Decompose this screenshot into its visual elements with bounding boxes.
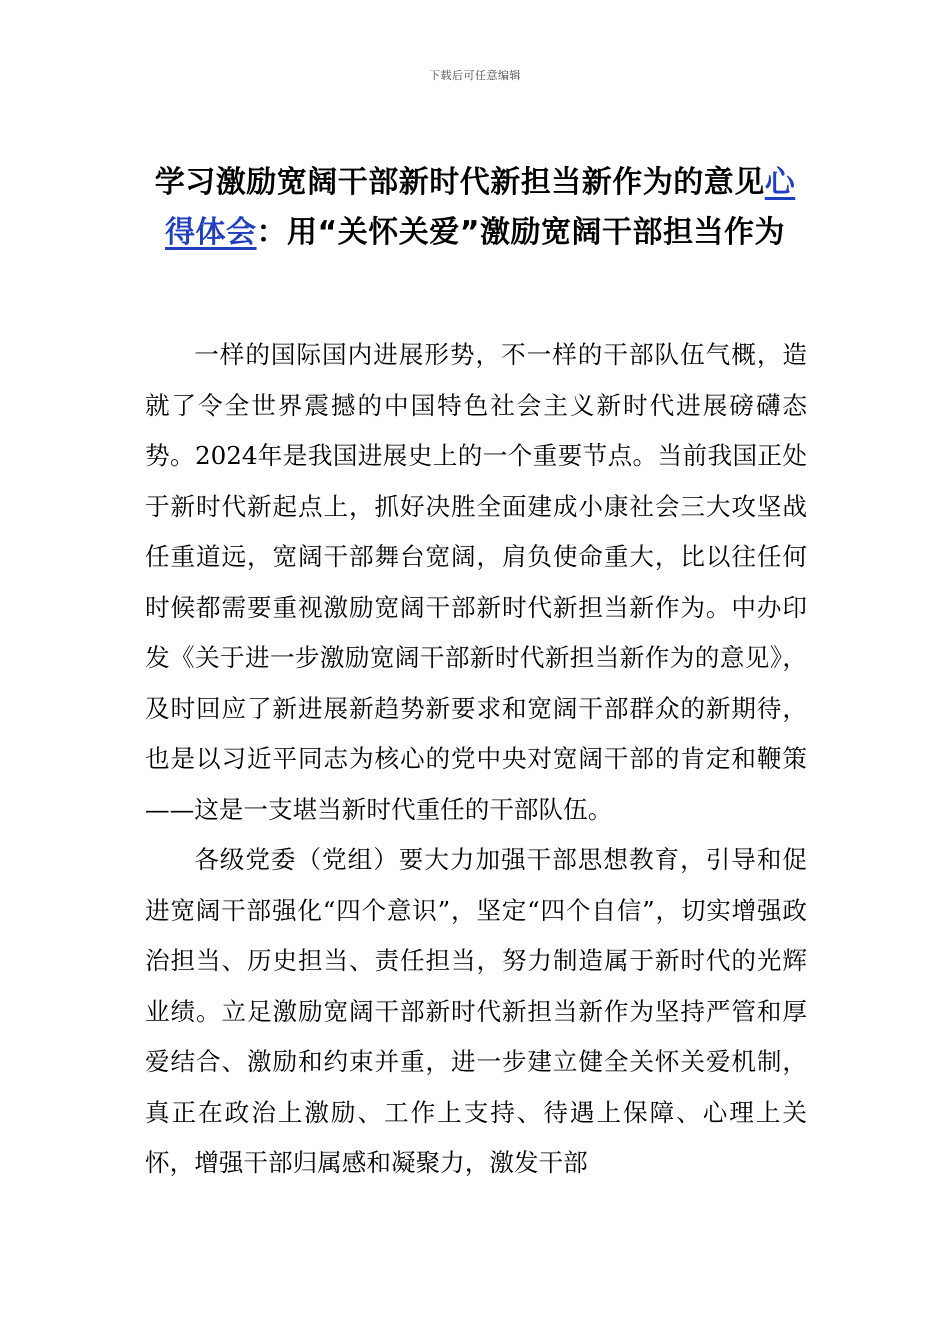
paragraph-1: 一样的国际国内进展形势，不一样的干部队伍气概，造就了令全世界震撼的中国特色社会主义新时代进展磅礴态势。2024年是我国进展史上的一个重要节点。当前我国正处于新时代新起点上，抓好决胜全面建成小康社会三大攻坚战任重道远，宽阔干部舞台宽阔，肩负使命重大，比以往任何时候都需要重视激励宽阔干部新时代新担当新作为。中办印发《关于进一步激励宽阔干部新时代新担当新作为的意见》，及时回应了新进展新趋势新要求和宽阔干部群众的新期待，也是以习近平同志为核心的党中央对宽阔干部的肯定和鞭策——这是一支堪当新时代重任的干部队伍。 [145,340,807,824]
document-body [145,330,807,1189]
title-link-xinde[interactable]: 心得体会 [165,165,796,250]
title-text-part1: 学习激励宽阔干部新时代新担当新作为的意见 [154,165,765,200]
document-title [140,158,810,258]
title-text-part2: ：用“关怀关爱”激励宽阔干部担当作为 [256,215,785,250]
header-note: 下载后可任意编辑 [429,69,521,82]
paragraph-2: 各级党委（党组）要大力加强干部思想教育，引导和促进宽阔干部强化“四个意识”，坚定“四个自信”，切实增强政治担当、历史担当、责任担当，努力制造属于新时代的光辉业绩。立足激励宽阔干部新时代新担当新作为坚持严管和厚爱结合、激励和约束并重，进一步建立健全关怀关爱机制，真正在政治上激励、工作上支持、待遇上保障、心理上关怀，增强干部归属感和凝聚力，激发干部 [145,845,807,1177]
